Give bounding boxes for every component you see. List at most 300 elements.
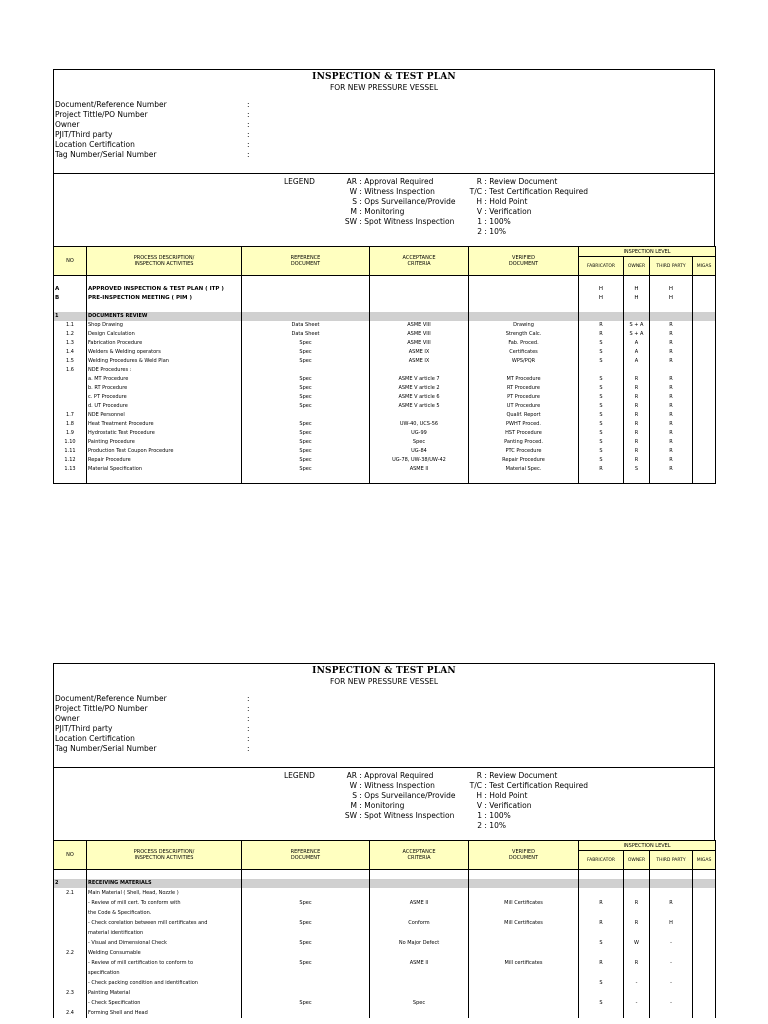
empty-cell [650, 276, 693, 286]
empty-cell [579, 276, 624, 286]
row-number: 1.4 [54, 348, 87, 357]
row-acceptance: ASME V article 7 [370, 375, 469, 384]
row-third-party [650, 968, 693, 978]
empty-cell [693, 879, 716, 888]
table-body [54, 276, 716, 484]
table-row [54, 948, 716, 958]
row-migas [693, 294, 716, 303]
row-migas [693, 348, 716, 357]
legend-text: : 100% [484, 217, 511, 226]
row-migas [693, 429, 716, 438]
row-migas [693, 357, 716, 366]
itp-sheet-2 [53, 663, 715, 1018]
row-number [54, 968, 87, 978]
row-reference: Spec [242, 918, 370, 928]
row-migas [693, 321, 716, 330]
table-row [54, 879, 716, 888]
row-fabricator: R [579, 918, 624, 928]
legend-code: V [476, 801, 482, 810]
empty-cell [242, 312, 370, 321]
row-third-party [650, 366, 693, 375]
row-number: 1.13 [54, 465, 87, 474]
row-verified: Repair Procedure [469, 456, 579, 465]
legend-text: : Verification [484, 801, 532, 810]
legend-text: : Spot Witness Inspection [359, 811, 455, 820]
row-fabricator [579, 968, 624, 978]
row-migas [693, 456, 716, 465]
row-number: 1.2 [54, 330, 87, 339]
legend-item [467, 781, 588, 791]
row-description: Welding Consumable [87, 948, 242, 958]
row-number [54, 898, 87, 908]
empty-cell [469, 303, 579, 312]
row-owner: - [624, 998, 650, 1008]
row-third-party: R [650, 447, 693, 456]
row-acceptance: ASME IX [370, 357, 469, 366]
row-acceptance [370, 285, 469, 294]
row-number: 1.3 [54, 339, 87, 348]
table-row [54, 888, 716, 898]
legend-code: T/C [469, 781, 482, 790]
legend-title: LEGEND [284, 177, 315, 186]
row-migas [693, 988, 716, 998]
row-description: d. UT Procedure [87, 402, 242, 411]
row-migas [693, 411, 716, 420]
info-colon: : [247, 150, 250, 159]
row-third-party: R [650, 402, 693, 411]
row-migas [693, 393, 716, 402]
section-number: 1 [54, 312, 87, 321]
row-owner [624, 968, 650, 978]
row-acceptance [370, 978, 469, 988]
row-owner: R [624, 384, 650, 393]
table-row [54, 411, 716, 420]
empty-cell [242, 276, 370, 286]
row-reference: Spec [242, 429, 370, 438]
legend-item [467, 771, 588, 781]
row-description: Production Test Coupon Procedure [87, 447, 242, 456]
row-reference [242, 948, 370, 958]
empty-cell [242, 474, 370, 484]
row-migas [693, 447, 716, 456]
row-acceptance [370, 988, 469, 998]
legend-right-column [467, 771, 588, 831]
row-acceptance: UW-40, UCS-56 [370, 420, 469, 429]
legend-item [467, 801, 588, 811]
info-row [55, 734, 250, 744]
empty-cell [624, 474, 650, 484]
empty-cell [87, 870, 242, 880]
row-owner: H [624, 294, 650, 303]
empty-cell [370, 870, 469, 880]
info-colon: : [247, 734, 250, 743]
legend-code: AR [346, 177, 357, 186]
table-row [54, 438, 716, 447]
row-owner: R [624, 402, 650, 411]
row-third-party: R [650, 411, 693, 420]
row-fabricator: H [579, 294, 624, 303]
row-owner [624, 908, 650, 918]
row-description: Shop Drawing [87, 321, 242, 330]
row-migas [693, 908, 716, 918]
row-owner: R [624, 420, 650, 429]
row-third-party: R [650, 438, 693, 447]
table-row [54, 285, 716, 294]
table-row [54, 928, 716, 938]
row-verified [469, 888, 579, 898]
info-row [55, 724, 250, 734]
legend-code: AR [346, 771, 357, 780]
row-reference [242, 968, 370, 978]
row-owner [624, 1008, 650, 1018]
info-colon: : [247, 704, 250, 713]
empty-cell [242, 879, 370, 888]
legend-code: R [476, 771, 482, 780]
header-acceptance: ACCEPTANCE CRITERIA [370, 841, 469, 870]
row-reference: Spec [242, 375, 370, 384]
row-fabricator: S [579, 339, 624, 348]
row-number [54, 393, 87, 402]
row-owner [624, 948, 650, 958]
row-migas [693, 366, 716, 375]
info-colon: : [247, 714, 250, 723]
row-verified [469, 998, 579, 1008]
row-owner [624, 928, 650, 938]
row-reference [242, 366, 370, 375]
empty-cell [370, 312, 469, 321]
row-description: - Check packing condition and identification [87, 978, 242, 988]
table-header [54, 841, 716, 870]
row-acceptance: Spec [370, 998, 469, 1008]
empty-cell [87, 474, 242, 484]
legend-text: : Witness Inspection [359, 781, 435, 790]
legend-text: : Witness Inspection [359, 187, 435, 196]
info-row [55, 694, 250, 704]
info-colon: : [247, 744, 250, 753]
row-migas [693, 958, 716, 968]
row-migas [693, 420, 716, 429]
page-subtitle: FOR NEW PRESSURE VESSEL [329, 677, 439, 686]
header-fabricator: FABRICATOR [579, 851, 624, 870]
row-acceptance: UG-78, UW-38/UW-42 [370, 456, 469, 465]
row-reference [242, 978, 370, 988]
row-number: 2.3 [54, 988, 87, 998]
row-description: Fabrication Procedure [87, 339, 242, 348]
row-acceptance [370, 411, 469, 420]
row-migas [693, 339, 716, 348]
legend-text: : Ops Surveilance/Provide [359, 791, 456, 800]
table-row [54, 908, 716, 918]
empty-cell [370, 474, 469, 484]
row-migas [693, 384, 716, 393]
header-owner: OWNER [624, 257, 650, 276]
header-migas: MIGAS [693, 257, 716, 276]
row-description: Painting Procedure [87, 438, 242, 447]
row-migas [693, 978, 716, 988]
row-description: a. MT Procedure [87, 375, 242, 384]
row-reference: Spec [242, 456, 370, 465]
row-acceptance: ASME II [370, 958, 469, 968]
table-row [54, 456, 716, 465]
row-verified: Certificates [469, 348, 579, 357]
row-reference: Spec [242, 465, 370, 474]
row-acceptance [370, 908, 469, 918]
legend-code: W [349, 187, 357, 196]
row-owner: H [624, 285, 650, 294]
row-fabricator: R [579, 321, 624, 330]
legend-code: S [352, 197, 357, 206]
table-row [54, 339, 716, 348]
sheet-header [53, 663, 715, 767]
row-description: - Review of mill certification to conform to [87, 958, 242, 968]
legend-left-column [324, 177, 455, 227]
info-label: Owner [55, 714, 80, 723]
row-third-party [650, 888, 693, 898]
table-row [54, 393, 716, 402]
row-migas [693, 948, 716, 958]
info-row [55, 714, 250, 724]
legend-text: : Review Document [484, 771, 558, 780]
row-fabricator: S [579, 456, 624, 465]
row-migas [693, 918, 716, 928]
empty-cell [579, 870, 624, 880]
header-process: PROCESS DESCRIPTION/ INSPECTION ACTIVITIES [87, 247, 242, 276]
info-row [55, 130, 250, 140]
legend-item [467, 811, 588, 821]
row-migas [693, 888, 716, 898]
legend-text: : Monitoring [359, 801, 405, 810]
row-verified: PTC Procedure [469, 447, 579, 456]
row-fabricator [579, 888, 624, 898]
row-description: specification [87, 968, 242, 978]
row-description: the Code & Specification. [87, 908, 242, 918]
empty-cell [579, 303, 624, 312]
row-acceptance: No Major Defect [370, 938, 469, 948]
info-colon: : [247, 110, 250, 119]
row-reference: Spec [242, 898, 370, 908]
inspection-table [53, 246, 716, 484]
header-no: NO [54, 247, 87, 276]
table-row [54, 420, 716, 429]
info-label: Tag Number/Serial Number [55, 744, 157, 753]
legend-text: : Spot Witness Inspection [359, 217, 455, 226]
legend-text: : Monitoring [359, 207, 405, 216]
table-row [54, 978, 716, 988]
page-title: INSPECTION & TEST PLAN [312, 72, 456, 82]
legend-box [53, 767, 715, 840]
row-fabricator: S [579, 411, 624, 420]
table-row [54, 968, 716, 978]
row-number [54, 998, 87, 1008]
row-reference [242, 285, 370, 294]
row-verified: HST Procedure [469, 429, 579, 438]
info-label: PJIT/Third party [55, 724, 113, 733]
header-inspection-level: INSPECTION LEVEL [579, 841, 716, 851]
row-verified [469, 988, 579, 998]
empty-cell [624, 870, 650, 880]
legend-code: S [352, 791, 357, 800]
row-fabricator [579, 928, 624, 938]
empty-cell [54, 276, 87, 286]
info-label: Document/Reference Number [55, 100, 167, 109]
row-acceptance: ASME V article 6 [370, 393, 469, 402]
row-number: 1.9 [54, 429, 87, 438]
row-number: 1.8 [54, 420, 87, 429]
legend-item [467, 187, 588, 197]
legend-text: : Approval Required [359, 177, 434, 186]
legend-code: 2 [477, 821, 482, 830]
legend-item [467, 207, 588, 217]
row-migas [693, 402, 716, 411]
empty-cell [469, 879, 579, 888]
table-row [54, 312, 716, 321]
table-row [54, 384, 716, 393]
section-title: RECEIVING MATERIALS [87, 879, 242, 888]
row-third-party: R [650, 420, 693, 429]
row-migas [693, 928, 716, 938]
info-label: Tag Number/Serial Number [55, 150, 157, 159]
legend-text: : Verification [484, 207, 532, 216]
row-reference [242, 928, 370, 938]
sheet-header [53, 69, 715, 173]
info-colon: : [247, 100, 250, 109]
header-third-party: THIRD PARTY [650, 257, 693, 276]
row-third-party: H [650, 285, 693, 294]
row-fabricator [579, 948, 624, 958]
legend-text: : Hold Point [484, 197, 528, 206]
empty-cell [242, 870, 370, 880]
row-fabricator: H [579, 285, 624, 294]
row-acceptance: ASME VIII [370, 330, 469, 339]
info-colon: : [247, 130, 250, 139]
row-number: 1.12 [54, 456, 87, 465]
row-number [54, 375, 87, 384]
legend-title: LEGEND [284, 771, 315, 780]
row-verified: Strength Calc. [469, 330, 579, 339]
row-third-party [650, 988, 693, 998]
row-third-party: - [650, 998, 693, 1008]
row-fabricator [579, 908, 624, 918]
row-third-party [650, 928, 693, 938]
row-description: Design Calculation [87, 330, 242, 339]
row-reference [242, 908, 370, 918]
row-acceptance: ASME VIII [370, 321, 469, 330]
row-third-party [650, 908, 693, 918]
legend-text: : 100% [484, 811, 511, 820]
row-description: APPROVED INSPECTION & TEST PLAN ( ITP ) [87, 285, 242, 294]
empty-cell [370, 276, 469, 286]
table-row [54, 402, 716, 411]
info-row [55, 150, 250, 160]
legend-code: M [350, 207, 357, 216]
table-body [54, 870, 716, 1019]
info-row [55, 100, 250, 110]
row-reference: Spec [242, 402, 370, 411]
info-colon: : [247, 694, 250, 703]
row-fabricator: R [579, 898, 624, 908]
empty-cell [693, 312, 716, 321]
table-row [54, 375, 716, 384]
row-migas [693, 1008, 716, 1018]
legend-box [53, 173, 715, 246]
row-number [54, 384, 87, 393]
row-third-party: R [650, 330, 693, 339]
empty-cell [650, 870, 693, 880]
row-third-party: R [650, 456, 693, 465]
row-reference [242, 411, 370, 420]
legend-code: H [476, 791, 482, 800]
legend-code: 1 [477, 217, 482, 226]
row-reference [242, 888, 370, 898]
empty-cell [87, 276, 242, 286]
row-acceptance: ASME II [370, 898, 469, 908]
table-row [54, 429, 716, 438]
empty-cell [242, 303, 370, 312]
row-verified: UT Procedure [469, 402, 579, 411]
table-row [54, 276, 716, 286]
legend-item [324, 801, 455, 811]
row-reference [242, 988, 370, 998]
legend-code: 2 [477, 227, 482, 236]
empty-cell [650, 312, 693, 321]
row-owner: R [624, 375, 650, 384]
row-migas [693, 438, 716, 447]
table-row [54, 465, 716, 474]
empty-cell [54, 303, 87, 312]
info-row [55, 140, 250, 150]
row-verified [469, 908, 579, 918]
row-third-party: R [650, 321, 693, 330]
row-migas [693, 285, 716, 294]
row-verified [469, 928, 579, 938]
row-number: 2.4 [54, 1008, 87, 1018]
page-subtitle: FOR NEW PRESSURE VESSEL [329, 83, 439, 92]
table-row [54, 321, 716, 330]
row-reference: Spec [242, 384, 370, 393]
legend-item [324, 771, 455, 781]
row-third-party: H [650, 918, 693, 928]
row-verified [469, 978, 579, 988]
row-owner [624, 366, 650, 375]
row-reference: Data Sheet [242, 321, 370, 330]
row-migas [693, 968, 716, 978]
row-number: 1.5 [54, 357, 87, 366]
row-number: 1.10 [54, 438, 87, 447]
row-description: Material Specification [87, 465, 242, 474]
row-third-party: R [650, 357, 693, 366]
table-row [54, 998, 716, 1008]
row-verified: RT Procedure [469, 384, 579, 393]
empty-cell [693, 276, 716, 286]
row-owner: R [624, 918, 650, 928]
legend-item [324, 187, 455, 197]
header-fabricator: FABRICATOR [579, 257, 624, 276]
header-reference: REFERENCE DOCUMENT [242, 841, 370, 870]
row-reference: Spec [242, 357, 370, 366]
row-description: Painting Material [87, 988, 242, 998]
legend-item [324, 791, 455, 801]
row-migas [693, 375, 716, 384]
row-verified: Qualif. Report [469, 411, 579, 420]
row-description: Main Material ( Shell, Head, Nozzle ) [87, 888, 242, 898]
legend-item [324, 811, 455, 821]
itp-sheet-1 [53, 69, 715, 484]
empty-cell [650, 879, 693, 888]
row-number [54, 958, 87, 968]
row-fabricator: R [579, 465, 624, 474]
row-third-party: R [650, 465, 693, 474]
row-fabricator: S [579, 438, 624, 447]
